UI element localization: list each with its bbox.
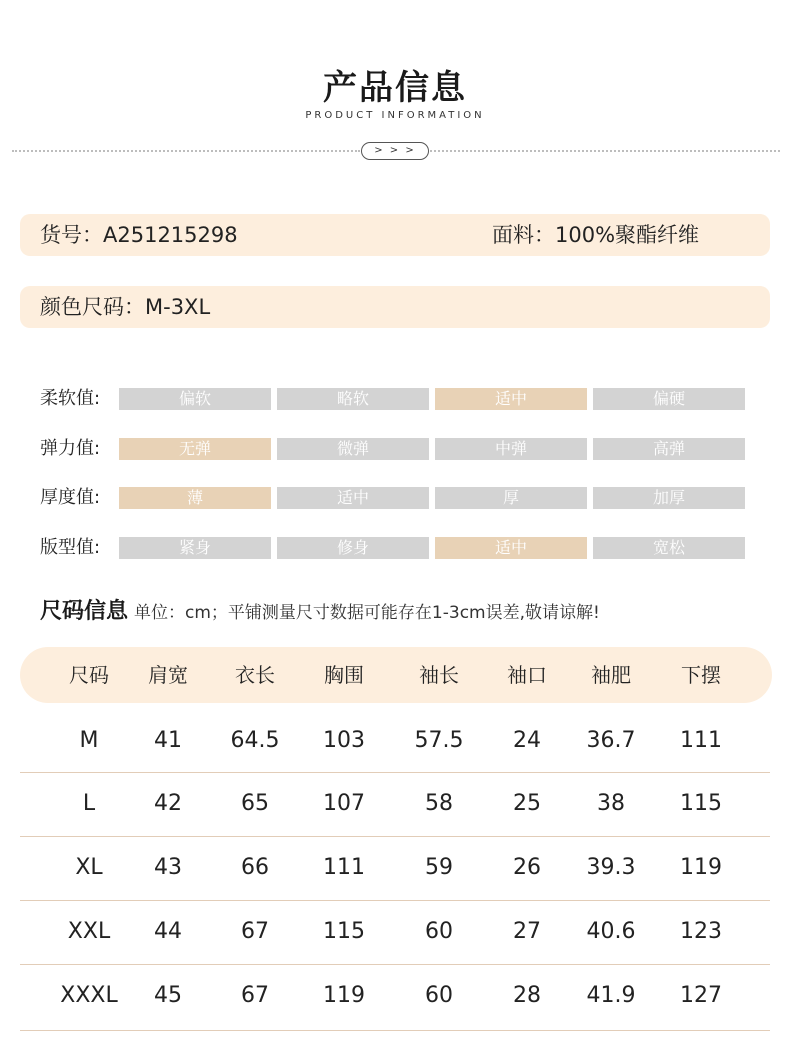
size-cell: XXXL [60,983,118,1008]
rating-option: 高弹 [593,438,745,460]
table-cell: 67 [241,983,269,1008]
table-cell: 36.7 [586,728,636,753]
table-cell: 107 [323,791,365,816]
fabric-info: 面料：100%聚酯纤维 [492,223,700,247]
table-row [0,772,790,836]
column-header: 下摆 [681,663,721,687]
table-row [0,900,790,964]
rating-option: 适中 [277,487,429,509]
table-cell: 60 [425,983,453,1008]
size-info-heading [40,594,600,625]
rating-option: 宽松 [593,537,745,559]
table-row [0,836,790,900]
table-row [0,709,790,773]
rating-option: 无弹 [119,438,271,460]
table-cell: 27 [513,919,541,944]
table-cell: 26 [513,855,541,880]
color-size-info: 颜色尺码：M-3XL [40,295,211,319]
page-subtitle: PRODUCT INFORMATION [305,110,485,121]
table-cell: 43 [154,855,182,880]
size-info-note: 单位：cm；平铺测量尺寸数据可能存在1-3cm误差,敬请谅解! [134,603,600,623]
rating-option: 适中 [435,537,587,559]
table-cell: 41 [154,728,182,753]
table-cell: 28 [513,983,541,1008]
table-row [0,964,790,1028]
size-cell: XXL [67,919,111,944]
table-cell: 25 [513,791,541,816]
rating-option: 紧身 [119,537,271,559]
column-header: 尺码 [69,663,109,687]
rating-option: 修身 [277,537,429,559]
rating-option: 厚 [435,487,587,509]
table-cell: 40.6 [586,919,636,944]
rating-option: 中弹 [435,438,587,460]
table-cell: 45 [154,983,182,1008]
rating-option: 偏软 [119,388,271,410]
column-header: 袖长 [419,663,459,687]
size-table-header [20,647,772,703]
row-separator [20,964,770,965]
table-cell: 44 [154,919,182,944]
table-cell: 119 [680,855,722,880]
row-separator [20,836,770,837]
column-header: 袖肥 [591,663,631,687]
rating-option: 微弹 [277,438,429,460]
page-title: 产品信息 [323,68,467,108]
table-cell: 111 [680,728,722,753]
rating-option: 适中 [435,388,587,410]
table-cell: 58 [425,791,453,816]
table-cell: 59 [425,855,453,880]
size-cell: XL [75,855,103,880]
table-cell: 24 [513,728,541,753]
table-cell: 41.9 [586,983,636,1008]
table-cell: 115 [323,919,365,944]
size-info-title: 尺码信息 [40,599,129,624]
table-cell: 60 [425,919,453,944]
item-number: 货号：A251215298 [40,223,238,247]
table-cell: 67 [241,919,269,944]
table-cell: 127 [680,983,722,1008]
table-bottom-line [20,1030,770,1031]
table-cell: 111 [323,855,365,880]
rating-label: 版型值: [40,537,101,558]
column-header: 肩宽 [148,663,188,687]
table-cell: 65 [241,791,269,816]
table-cell: 64.5 [230,728,280,753]
table-cell: 38 [597,791,625,816]
title-divider-left [12,150,360,152]
rating-label: 弹力值: [40,438,101,459]
rating-label: 厚度值: [40,487,101,508]
table-cell: 115 [680,791,722,816]
table-cell: 119 [323,983,365,1008]
title-divider-right [430,150,780,152]
rating-option: 薄 [119,487,271,509]
rating-label: 柔软值: [40,388,101,409]
size-cell: L [82,791,96,816]
column-header: 衣长 [235,663,275,687]
column-header: 胸围 [324,663,364,687]
table-cell: 42 [154,791,182,816]
row-separator [20,900,770,901]
rating-option: 略软 [277,388,429,410]
title-divider-arrows: > > > [361,142,429,160]
item-info-bar [20,214,770,256]
rating-option: 加厚 [593,487,745,509]
column-header: 袖口 [507,663,547,687]
rating-option: 偏硬 [593,388,745,410]
color-size-bar [20,286,770,328]
table-cell: 66 [241,855,269,880]
table-cell: 123 [680,919,722,944]
table-cell: 57.5 [414,728,464,753]
row-separator [20,772,770,773]
table-cell: 39.3 [586,855,636,880]
table-cell: 103 [323,728,365,753]
size-cell: M [79,728,99,753]
